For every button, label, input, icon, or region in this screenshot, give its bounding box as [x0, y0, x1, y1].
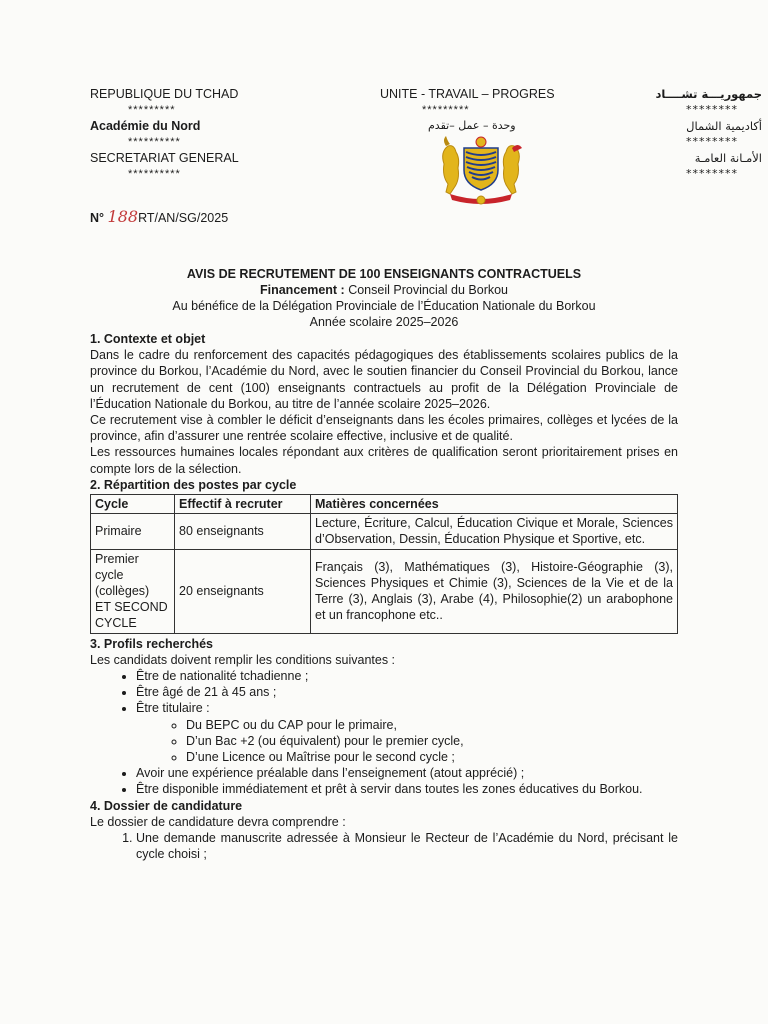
list-item: ◦ D’une Licence ou Maîtrise pour le second cycle ;	[186, 749, 678, 765]
national-motto-arabic: وحدة – عمل –تقدم	[428, 119, 516, 132]
document-reference	[90, 207, 228, 226]
list-item	[136, 700, 678, 765]
table-row	[91, 514, 678, 549]
beneficiary-line: Au bénéfice de la Délégation Provinciale de l’Éducation Nationale du Borkou	[172, 299, 596, 313]
paragraph: Les candidats doivent remplir les conditions suivantes :	[90, 652, 396, 667]
school-year-line: Année scolaire 2025–2026	[309, 315, 459, 329]
list-item: ◦ Du BEPC ou du CAP pour le primaire,	[186, 717, 678, 733]
list-item: • Être âgé de 21 à 45 ans ;	[136, 684, 678, 700]
table-header-row	[91, 495, 678, 514]
paragraph: Les ressources humaines locales répondant aux critères de qualification seront prioritairement prises en compte lors de la sélection.	[90, 445, 678, 476]
list-item: • Être disponible immédiatement et prêt à servir dans toutes les zones éducatives du Borkou.	[136, 781, 678, 797]
separator-stars: *********	[422, 104, 470, 116]
column-header: Effectif à recruter	[175, 495, 311, 514]
separator-stars: ********	[686, 167, 738, 180]
diploma-sublist	[136, 717, 678, 766]
separator-stars: **********	[128, 168, 181, 180]
matieres-cell: Lecture, Écriture, Calcul, Éducation Civique et Morale, Sciences d’Observation, Dessin, Éducation Physique et Sportive, etc.	[311, 514, 678, 549]
header-right-arabic	[620, 86, 762, 182]
effectif-cell: 20 enseignants	[175, 549, 311, 633]
separator-stars: ********	[686, 103, 738, 116]
financement-line	[90, 282, 678, 298]
secretariat-name-arabic: الأمـانة العامـة	[694, 151, 762, 165]
list-item: 1. Une demande manuscrite adressée à Monsieur le Recteur de l’Académie du Nord, précisant le cycle choisi ;	[136, 830, 678, 862]
positions-table	[90, 494, 678, 634]
cycle-cell: Primaire	[91, 514, 175, 549]
list-item: • Avoir une expérience préalable dans l’enseignement (atout apprécié) ;	[136, 765, 678, 781]
cycle-text: ET SECOND CYCLE	[95, 600, 168, 631]
financement-label: Financement :	[259, 283, 345, 297]
reference-prefix: N°	[90, 211, 105, 225]
table-row	[91, 549, 678, 633]
documents-list	[90, 830, 678, 862]
republic-name-arabic: جمهوريـــة تشــــاد	[655, 87, 762, 101]
reference-handwritten-number: 188	[107, 207, 139, 226]
chad-coat-of-arms-emblem	[436, 134, 526, 208]
matieres-cell: Français (3), Mathématiques (3), Histoire-Géographie (3), Sciences Physiques et Chimie (3), Sciences de la Vie et de la Terre (3), Anglais (3), Arabe (4), Philosophie(2) un arabophone et un francophone etc..	[311, 549, 678, 633]
reference-suffix: RT/AN/SG/2025	[138, 211, 229, 225]
column-header: Matières concernées	[311, 495, 678, 514]
paragraph: Ce recrutement vise à combler le déficit d’enseignants dans les écoles primaires, collèges et lycées de la province, afin d’assurer une rentrée scolaire effective, inclusive et de qualité.	[90, 413, 678, 444]
notice-body	[90, 331, 678, 863]
cycle-cell	[91, 549, 175, 633]
effectif-cell: 80 enseignants	[175, 514, 311, 549]
section-heading: 3. Profils recherchés	[90, 636, 213, 651]
national-motto: UNITE - TRAVAIL – PROGRES	[380, 87, 555, 101]
financement-value: Conseil Provincial du Borkou	[344, 283, 509, 297]
notice-title: AVIS DE RECRUTEMENT DE 100 ENSEIGNANTS CONTRACTUELS	[186, 267, 582, 281]
section-heading: 2. Répartition des postes par cycle	[90, 477, 297, 492]
header-left	[90, 86, 280, 182]
requirements-list	[90, 668, 678, 798]
section-heading: 1. Contexte et objet	[90, 332, 206, 346]
header-center	[380, 86, 580, 134]
cycle-text: Premier cycle (collèges)	[95, 551, 150, 599]
section-heading: 4. Dossier de candidature	[90, 798, 243, 813]
list-item: ◦ D’un Bac +2 (ou équivalent) pour le premier cycle,	[186, 733, 678, 749]
list-item: • Être de nationalité tchadienne ;	[136, 668, 678, 684]
separator-stars: **********	[128, 136, 181, 148]
separator-stars: *********	[128, 104, 176, 116]
academy-name-arabic: أكاديمية الشمال	[686, 119, 762, 133]
paragraph: Le dossier de candidature devra comprendre :	[90, 814, 346, 829]
republic-name: REPUBLIQUE DU TCHAD	[90, 87, 239, 101]
list-item-text: Être titulaire :	[136, 701, 210, 716]
paragraph: Dans le cadre du renforcement des capacités pédagogiques des établissements scolaires publics de la province du Borkou, l’Académie du Nord, avec le soutien financier du Conseil Provincial du Borkou, lance un recrutement de cent (100) enseignants contractuels au profit de la Délégation Provinciale de l’Éducation Nationale du Borkou, au titre de l’année scolaire 2025–2026.	[90, 348, 678, 411]
secretariat-name: SECRETARIAT GENERAL	[90, 151, 239, 165]
academy-name: Académie du Nord	[90, 119, 201, 133]
notice-title-block	[90, 266, 678, 330]
column-header: Cycle	[91, 495, 175, 514]
separator-stars: ********	[686, 135, 738, 148]
